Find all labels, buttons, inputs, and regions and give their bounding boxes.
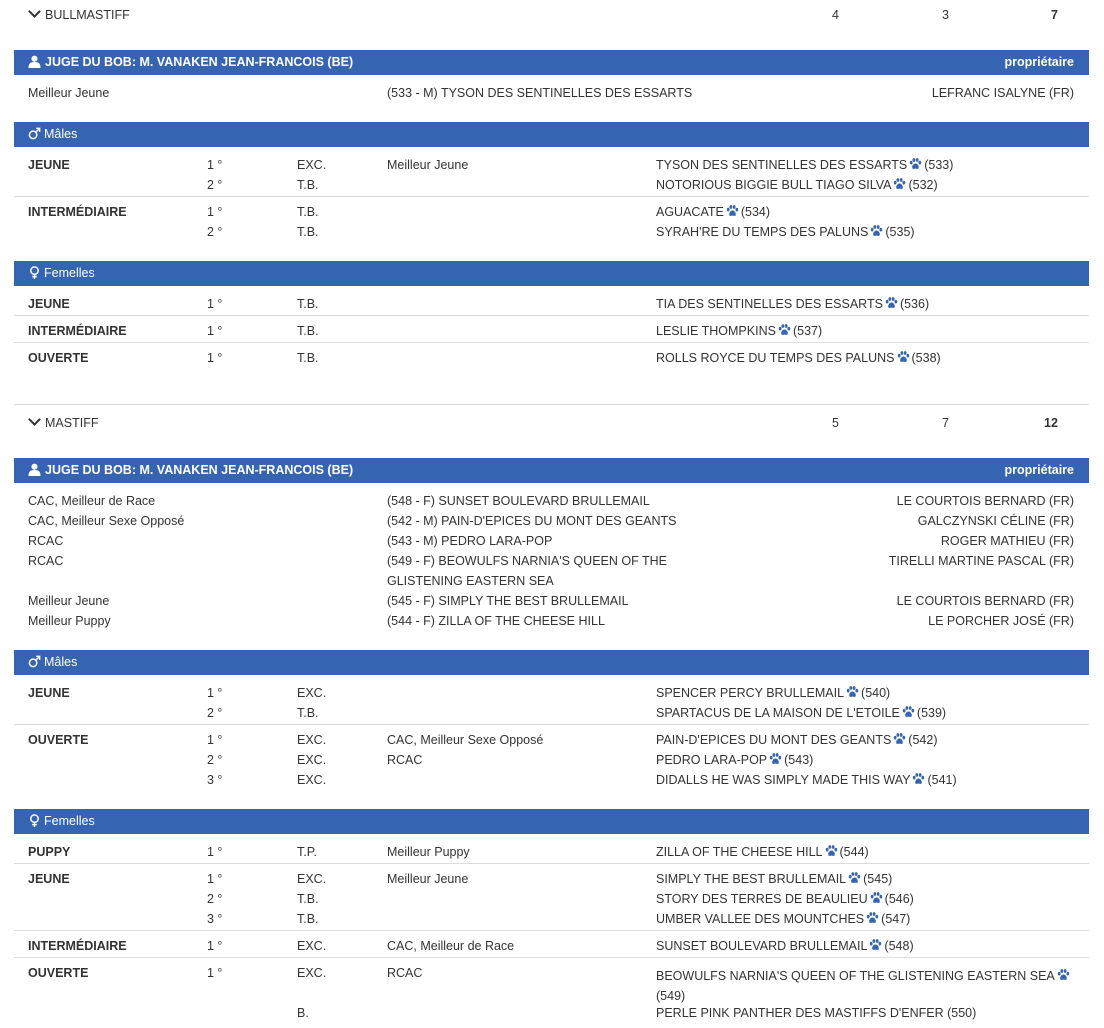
dog-entry[interactable]: PERLE PINK PANTHER DES MASTIFFS D'ENFER (550) (656, 1006, 977, 1020)
grade: T.B. (297, 297, 319, 311)
award-owner: LEFRANC ISALYNE (FR) (931, 86, 1074, 100)
place: 1 ° (207, 872, 223, 886)
paw-icon[interactable] (893, 178, 906, 190)
males-bar: Mâles (14, 122, 1089, 147)
award-title: RCAC (28, 534, 64, 548)
entry-award: Meilleur Jeune (387, 872, 469, 886)
place: 2 ° (207, 178, 223, 192)
owner-header: propriétaire (1004, 463, 1074, 477)
dog-entry[interactable]: AGUACATE (534) (656, 205, 771, 219)
class-label: JEUNE (28, 872, 70, 886)
count-females: 7 (942, 416, 949, 430)
grade: T.P. (297, 845, 317, 859)
grade: T.B. (297, 178, 319, 192)
award-title: CAC, Meilleur Sexe Opposé (28, 514, 185, 528)
grade: T.B. (297, 351, 319, 365)
grade: T.B. (297, 892, 319, 906)
grade: EXC. (297, 733, 327, 747)
class-label: INTERMÉDIAIRE (28, 324, 127, 338)
award-title: RCAC (28, 554, 64, 568)
row-divider (14, 342, 1089, 343)
row-divider (14, 724, 1089, 725)
count-males: 5 (832, 416, 839, 430)
class-label: OUVERTE (28, 351, 89, 365)
paw-icon[interactable] (870, 225, 883, 237)
judge-bar (14, 458, 1089, 483)
owner-header: propriétaire (1004, 55, 1074, 69)
grade: B. (297, 1006, 309, 1020)
dog-entry[interactable]: BEOWULFS NARNIA'S QUEEN OF THE GLISTENING EASTERN SEA(549) (656, 966, 1076, 1006)
dog-entry[interactable]: SYRAH'RE DU TEMPS DES PALUNS (535) (656, 225, 915, 239)
award-owner: GALCZYNSKI CÉLINE (FR) (917, 514, 1074, 528)
paw-icon[interactable] (897, 351, 910, 363)
paw-icon[interactable] (848, 872, 861, 884)
class-label: INTERMÉDIAIRE (28, 939, 127, 953)
paw-icon[interactable] (870, 892, 883, 904)
entry-award: Meilleur Puppy (387, 845, 470, 859)
row-divider (14, 863, 1089, 864)
dog-entry[interactable]: ROLLS ROYCE DU TEMPS DES PALUNS (538) (656, 351, 941, 365)
award-title: CAC, Meilleur de Race (28, 494, 156, 508)
award-owner: LE COURTOIS BERNARD (FR) (896, 594, 1074, 608)
chevron-down-icon (28, 5, 41, 18)
class-label: PUPPY (28, 845, 71, 859)
breed-name[interactable]: MASTIFF (30, 416, 98, 430)
judge-bar (14, 50, 1089, 75)
award-owner: LE COURTOIS BERNARD (FR) (896, 494, 1074, 508)
grade: T.B. (297, 205, 319, 219)
dog-entry[interactable]: UMBER VALLEE DES MOUNTCHES (547) (656, 912, 911, 926)
place: 1 ° (207, 966, 223, 980)
row-divider (14, 957, 1089, 958)
grade: T.B. (297, 225, 319, 239)
dog-entry[interactable]: PEDRO LARA-POP (543) (656, 753, 814, 767)
dog-entry[interactable]: STORY DES TERRES DE BEAULIEU (546) (656, 892, 914, 906)
award-dog-continued[interactable]: GLISTENING EASTERN SEA (387, 574, 554, 588)
male-icon (28, 655, 41, 668)
row-divider (14, 930, 1089, 931)
paw-icon[interactable] (846, 686, 859, 698)
breed-name[interactable]: BULLMASTIFF (30, 8, 130, 22)
entry-award: CAC, Meilleur Sexe Opposé (387, 733, 544, 747)
dog-entry[interactable]: TIA DES SENTINELLES DES ESSARTS (536) (656, 297, 930, 311)
grade: EXC. (297, 158, 327, 172)
dog-entry[interactable]: LESLIE THOMPKINS (537) (656, 324, 823, 338)
count-males: 4 (832, 8, 839, 22)
dog-entry[interactable]: DIDALLS HE WAS SIMPLY MADE THIS WAY (541) (656, 773, 957, 787)
class-label: JEUNE (28, 297, 70, 311)
paw-icon[interactable] (778, 324, 791, 336)
paw-icon[interactable] (1057, 969, 1070, 981)
award-title: Meilleur Jeune (28, 594, 110, 608)
award-owner: TIRELLI MARTINE PASCAL (FR) (888, 554, 1074, 568)
award-owner: ROGER MATHIEU (FR) (940, 534, 1074, 548)
paw-icon[interactable] (726, 205, 739, 217)
entry-award: Meilleur Jeune (387, 158, 469, 172)
entry-award: CAC, Meilleur de Race (387, 939, 515, 953)
females-bar: Femelles (14, 809, 1089, 834)
place: 1 ° (207, 939, 223, 953)
place: 1 ° (207, 686, 223, 700)
count-total: 7 (1051, 8, 1058, 22)
place: 1 ° (207, 158, 223, 172)
place: 2 ° (207, 225, 223, 239)
class-label: INTERMÉDIAIRE (28, 205, 127, 219)
paw-icon[interactable] (909, 158, 922, 170)
user-icon (28, 55, 41, 68)
female-icon (28, 814, 41, 827)
place: 2 ° (207, 892, 223, 906)
chevron-down-icon (28, 413, 41, 426)
paw-icon[interactable] (825, 845, 838, 857)
female-icon (28, 266, 41, 279)
grade: EXC. (297, 939, 327, 953)
paw-icon[interactable] (885, 297, 898, 309)
dog-entry[interactable]: SPENCER PERCY BRULLEMAIL (540) (656, 686, 891, 700)
count-females: 3 (942, 8, 949, 22)
award-dog[interactable]: (533 - M) TYSON DES SENTINELLES DES ESSARTS (387, 86, 693, 100)
paw-icon[interactable] (893, 733, 906, 745)
dog-entry[interactable]: SUNSET BOULEVARD BRULLEMAIL (548) (656, 939, 914, 953)
user-icon (28, 463, 41, 476)
award-dog[interactable]: (548 - F) SUNSET BOULEVARD BRULLEMAIL (387, 494, 650, 508)
place: 3 ° (207, 912, 223, 926)
dog-entry[interactable]: NOTORIOUS BIGGIE BULL TIAGO SILVA (532) (656, 178, 938, 192)
class-label: JEUNE (28, 686, 70, 700)
place: 3 ° (207, 773, 223, 787)
dog-entry[interactable]: ZILLA OF THE CHEESE HILL (544) (656, 845, 869, 859)
place: 2 ° (207, 706, 223, 720)
class-label: OUVERTE (28, 733, 89, 747)
grade: EXC. (297, 753, 327, 767)
award-dog[interactable]: (542 - M) PAIN-D'EPICES DU MONT DES GEANTS (387, 514, 677, 528)
place: 1 ° (207, 733, 223, 747)
place: 1 ° (207, 845, 223, 859)
paw-icon[interactable] (866, 912, 879, 924)
males-bar: Mâles (14, 650, 1089, 675)
breed-toggle-mastiff[interactable] (14, 408, 1089, 438)
judge-label: JUGE DU BOB: M. VANAKEN JEAN-FRANCOIS (BE) (45, 463, 354, 477)
award-title: Meilleur Jeune (28, 86, 110, 100)
dog-entry[interactable]: TYSON DES SENTINELLES DES ESSARTS (533) (656, 158, 954, 172)
grade: T.B. (297, 912, 319, 926)
award-title: Meilleur Puppy (28, 614, 111, 628)
place: 1 ° (207, 324, 223, 338)
paw-icon[interactable] (769, 753, 782, 765)
place: 1 ° (207, 351, 223, 365)
award-owner: LE PORCHER JOSÉ (FR) (928, 614, 1074, 628)
place: 1 ° (207, 297, 223, 311)
count-total: 12 (1044, 416, 1058, 430)
grade: EXC. (297, 686, 327, 700)
paw-icon[interactable] (912, 773, 925, 785)
class-label: OUVERTE (28, 966, 89, 980)
dog-entry[interactable]: SIMPLY THE BEST BRULLEMAIL (545) (656, 872, 893, 886)
male-icon (28, 127, 41, 140)
award-dog[interactable]: (543 - M) PEDRO LARA-POP (387, 534, 553, 548)
entry-award: RCAC (387, 966, 423, 980)
award-dog[interactable]: (544 - F) ZILLA OF THE CHEESE HILL (387, 614, 605, 628)
breed-toggle-bullmastiff[interactable] (14, 0, 1089, 30)
entry-award: RCAC (387, 753, 423, 767)
dog-entry[interactable]: SPARTACUS DE LA MAISON DE L'ETOILE (539) (656, 706, 947, 720)
paw-icon[interactable] (869, 939, 882, 951)
place: 1 ° (207, 205, 223, 219)
grade: EXC. (297, 773, 327, 787)
females-bar: Femelles (14, 261, 1089, 286)
dog-entry[interactable]: PAIN-D'EPICES DU MONT DES GEANTS (542) (656, 733, 938, 747)
row-divider (14, 315, 1089, 316)
grade: T.B. (297, 706, 319, 720)
breed-divider (14, 404, 1089, 405)
grade: EXC. (297, 966, 327, 980)
award-dog[interactable]: (545 - F) SIMPLY THE BEST BRULLEMAIL (387, 594, 629, 608)
judge-label: JUGE DU BOB: M. VANAKEN JEAN-FRANCOIS (BE) (45, 55, 354, 69)
paw-icon[interactable] (902, 706, 915, 718)
award-dog[interactable]: (549 - F) BEOWULFS NARNIA'S QUEEN OF THE (387, 554, 667, 568)
class-label: JEUNE (28, 158, 70, 172)
grade: EXC. (297, 872, 327, 886)
place: 2 ° (207, 753, 223, 767)
row-divider (14, 196, 1089, 197)
grade: T.B. (297, 324, 319, 338)
